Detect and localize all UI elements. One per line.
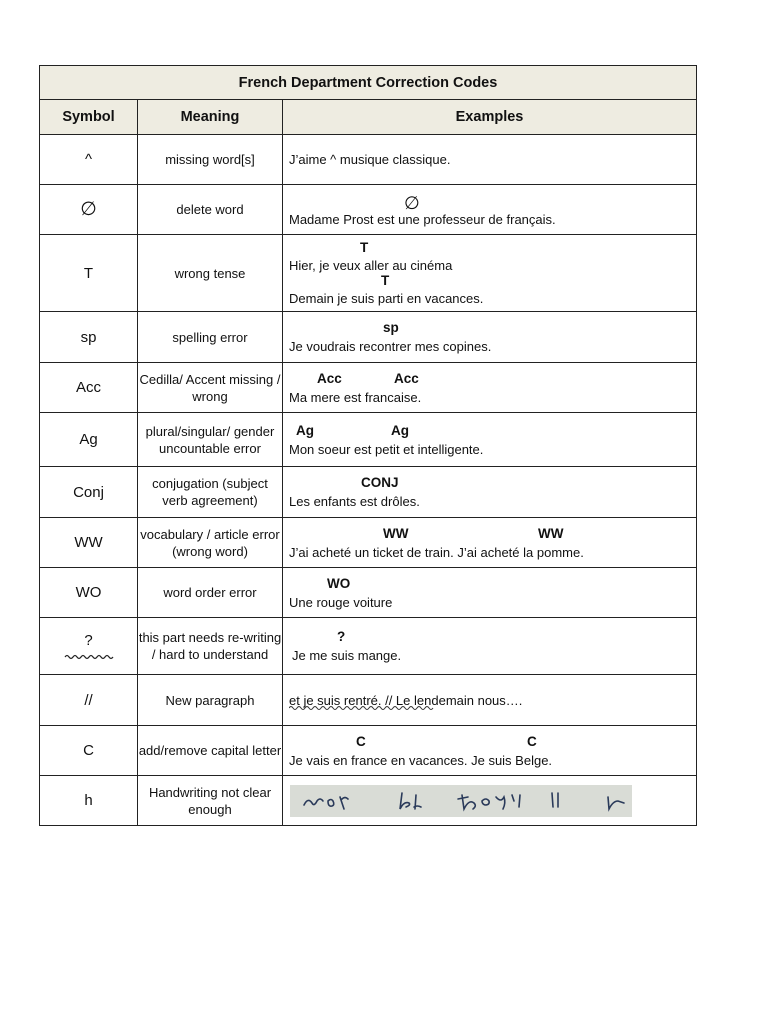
- meaning-cell: Cedilla/ Accent missing / wrong: [138, 363, 283, 413]
- example-text: Les enfants est drôles.: [289, 494, 420, 509]
- symbol-cell: h: [40, 776, 138, 826]
- example-cell: [283, 726, 697, 776]
- correction-mark: Acc: [394, 370, 419, 386]
- symbol-cell: WO: [40, 568, 138, 618]
- example-text: Demain je suis parti en vacances.: [289, 291, 484, 306]
- question-mark-symbol: ?: [84, 631, 93, 649]
- example-text: et je suis rentré. // Le lendemain nous….: [289, 692, 523, 708]
- correction-mark: T: [381, 273, 390, 288]
- correction-mark: Acc: [317, 370, 342, 386]
- header-examples: Examples: [283, 100, 697, 135]
- example-cell: [283, 776, 697, 826]
- table-row: [40, 185, 697, 235]
- example-text: Ma mere est francaise.: [289, 389, 422, 405]
- symbol-cell: [40, 618, 138, 675]
- meaning-cell: add/remove capital letter: [138, 726, 283, 776]
- example-text: Je voudrais recontrer mes copines.: [289, 339, 492, 354]
- correction-mark: WW: [538, 525, 564, 541]
- table-row: [40, 235, 697, 312]
- meaning-cell: word order error: [138, 568, 283, 618]
- example-text: Une rouge voiture: [289, 594, 393, 610]
- example-cell: [283, 518, 697, 568]
- table-row: [40, 467, 697, 518]
- example-cell: [283, 568, 697, 618]
- correction-mark: WW: [383, 525, 409, 541]
- meaning-cell: conjugation (subject verb agreement): [138, 467, 283, 518]
- correction-mark: CONJ: [361, 475, 399, 490]
- symbol-cell: WW: [40, 518, 138, 568]
- meaning-cell: plural/singular/ gender uncountable error: [138, 413, 283, 467]
- example-text: Mon soeur est petit et intelligente.: [289, 441, 484, 457]
- meaning-cell: Handwriting not clear enough: [138, 776, 283, 826]
- example-cell: [283, 135, 697, 185]
- correction-codes-table: [39, 65, 697, 826]
- example-cell: [283, 235, 697, 312]
- meaning-cell: vocabulary / article error (wrong word): [138, 518, 283, 568]
- example-cell: [283, 363, 697, 413]
- example-text: Je me suis mange.: [292, 648, 402, 663]
- example-text: Hier, je veux aller au cinéma: [289, 258, 453, 273]
- handwriting-sample-image: [290, 785, 632, 817]
- example-cell: [283, 185, 697, 235]
- empty-set-icon: ∅: [404, 192, 420, 213]
- symbol-cell: Conj: [40, 467, 138, 518]
- correction-mark: C: [356, 733, 366, 749]
- table-row: [40, 312, 697, 363]
- example-text: J’aime ^ musique classique.: [289, 152, 451, 167]
- symbol-cell: Acc: [40, 363, 138, 413]
- meaning-cell: this part needs re-writing / hard to understand: [138, 618, 283, 675]
- example-cell: [283, 675, 697, 726]
- correction-mark: Ag: [296, 422, 314, 438]
- symbol-cell: Ag: [40, 413, 138, 467]
- table-row: [40, 413, 697, 467]
- table-row: [40, 776, 697, 826]
- meaning-cell: New paragraph: [138, 675, 283, 726]
- correction-mark: C: [527, 733, 537, 749]
- example-cell: [283, 413, 697, 467]
- correction-mark: Ag: [391, 422, 409, 438]
- table-row: [40, 518, 697, 568]
- correction-mark: WO: [327, 575, 351, 591]
- meaning-cell: wrong tense: [138, 235, 283, 312]
- symbol-cell: //: [40, 675, 138, 726]
- example-text: Madame Prost est une professeur de français.: [289, 211, 556, 227]
- symbol-cell: T: [40, 235, 138, 312]
- table-title: French Department Correction Codes: [40, 66, 697, 100]
- empty-set-icon: ∅: [80, 199, 97, 220]
- symbol-cell: [40, 185, 138, 235]
- meaning-cell: missing word[s]: [138, 135, 283, 185]
- table-row: [40, 618, 697, 675]
- header-symbol: Symbol: [40, 100, 138, 135]
- correction-mark: ?: [337, 629, 346, 644]
- table-row: [40, 675, 697, 726]
- title-row: [40, 66, 697, 100]
- table-row: [40, 726, 697, 776]
- correction-mark: sp: [383, 320, 399, 335]
- table-row: [40, 135, 697, 185]
- meaning-cell: spelling error: [138, 312, 283, 363]
- correction-mark: T: [360, 240, 369, 255]
- symbol-cell: sp: [40, 312, 138, 363]
- wavy-underline-icon: [64, 653, 114, 661]
- example-cell: [283, 312, 697, 363]
- wavy-underline-icon: [289, 704, 434, 712]
- meaning-cell: delete word: [138, 185, 283, 235]
- table-row: [40, 568, 697, 618]
- example-cell: [283, 618, 697, 675]
- table-row: [40, 363, 697, 413]
- symbol-cell: C: [40, 726, 138, 776]
- symbol-cell: ^: [40, 135, 138, 185]
- example-text: Je vais en france en vacances. Je suis Belge.: [289, 752, 553, 768]
- header-row: [40, 100, 697, 135]
- example-text: J’ai acheté un ticket de train. J’ai acheté la pomme.: [289, 544, 584, 560]
- example-cell: [283, 467, 697, 518]
- header-meaning: Meaning: [138, 100, 283, 135]
